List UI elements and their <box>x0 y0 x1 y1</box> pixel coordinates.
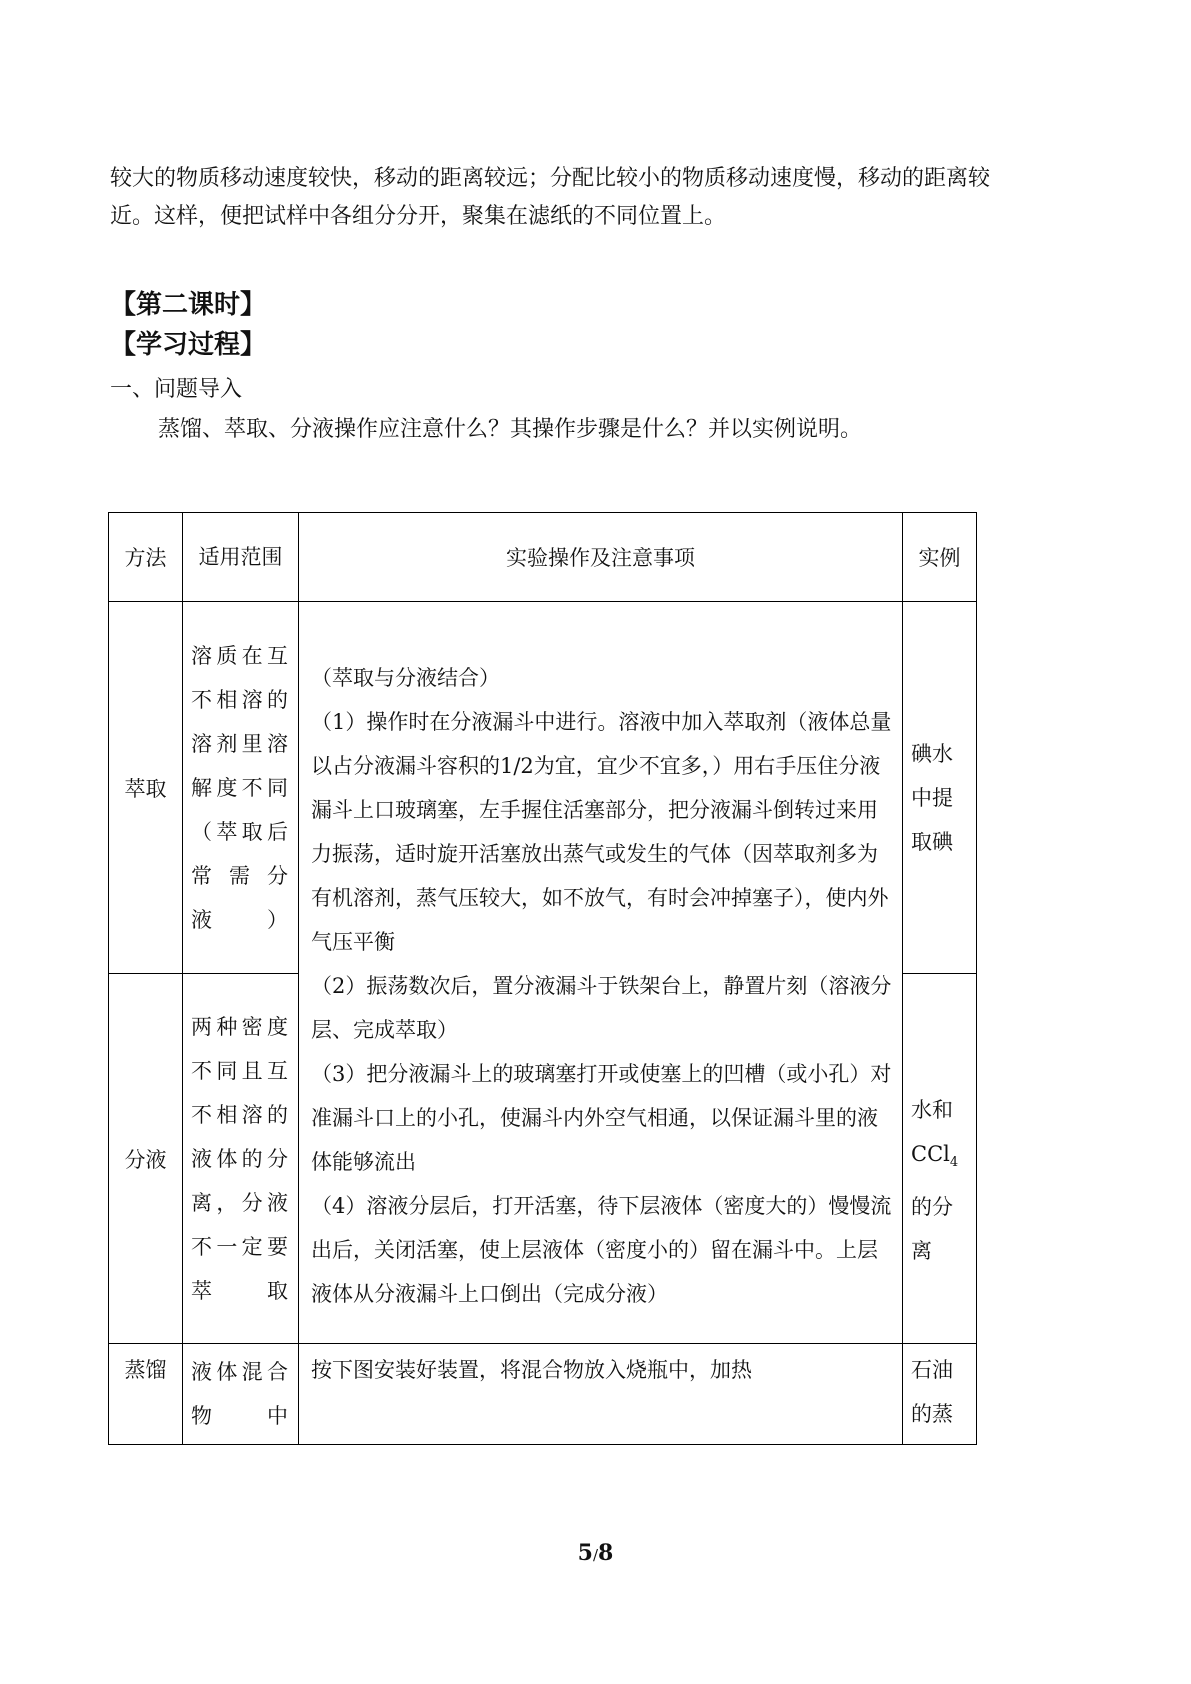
method-distillation: 蒸馏 <box>109 1344 183 1445</box>
header-method: 方法 <box>109 513 183 602</box>
table-header-row <box>109 513 977 602</box>
page-separator: / <box>592 1546 599 1564</box>
process-heading: 【学习过程】 <box>110 330 267 360</box>
section-title: 一、问题导入 <box>110 377 243 402</box>
ops-line-intro: （萃取与分液结合） <box>311 666 500 690</box>
range-extraction: 溶质在互不相溶的溶剂里溶解度不同（萃取后常需分液） <box>183 602 299 974</box>
ops-distillation: 按下图安装好装置，将混合物放入烧瓶中，加热 <box>299 1344 903 1445</box>
intro-line-2: 近。这样，便把试样中各组分分开，聚集在滤纸的不同位置上。 <box>110 204 727 229</box>
example-extraction: 碘水中提取碘 <box>903 602 977 974</box>
header-ops: 实验操作及注意事项 <box>299 513 903 602</box>
example-separation-post: 的分离 <box>911 1195 953 1264</box>
table-row-distillation <box>109 1344 977 1445</box>
ops-line-step4: （4）溶液分层后，打开活塞，待下层液体（密度大的）慢慢流出后，关闭活塞，使上层液体（密度小的）留在漏斗中。上层液体从分液漏斗上口倒出（完成分液） <box>311 1194 892 1306</box>
page-number <box>0 1540 1191 1566</box>
page-total: 8 <box>598 1540 614 1566</box>
page-current: 5 <box>577 1540 593 1566</box>
header-example: 实例 <box>903 513 977 602</box>
intro-line-1: 较大的物质移动速度较快，移动的距离较远；分配比较小的物质移动速度慢，移动的距离较 <box>110 166 991 191</box>
ops-line-step2: （2）振荡数次后，置分液漏斗于铁架台上，静置片刻（溶液分层、完成萃取） <box>311 974 892 1042</box>
section-question: 蒸馏、萃取、分液操作应注意什么？其操作步骤是什么？并以实例说明。 <box>158 417 863 442</box>
ops-line-step3: （3）把分液漏斗上的玻璃塞打开或使塞上的凹槽（或小孔）对准漏斗口上的小孔，使漏斗内外空气相通，以保证漏斗里的液体能够流出 <box>311 1062 892 1174</box>
ops-line-step1: （1）操作时在分液漏斗中进行。溶液中加入萃取剂（液体总量以占分液漏斗容积的1/2为宜，宜少不宜多，）用右手压住分液漏斗上口玻璃塞，左手握住活塞部分，把分液漏斗倒转过来用力振荡，适时旋开活塞放出蒸气或发生的气体（因萃取剂多为有机溶剂，蒸气压较大，如不放气，有时会冲掉塞子），使内外气压平衡 <box>311 710 892 954</box>
shared-ops-cell <box>299 602 903 1344</box>
range-separation: 两种密度不同且互不相溶的液体的分离，分液不一定要萃取 <box>183 974 299 1344</box>
method-extraction: 萃取 <box>109 602 183 974</box>
range-distillation: 液体混合物中 <box>183 1344 299 1445</box>
header-range: 适用范围 <box>183 513 299 602</box>
example-separation <box>903 974 977 1344</box>
lesson-heading: 【第二课时】 <box>110 290 267 320</box>
example-distillation: 石油的蒸 <box>903 1344 977 1445</box>
method-separation: 分液 <box>109 974 183 1344</box>
methods-table <box>108 512 977 1445</box>
intro-paragraph <box>110 160 1090 236</box>
example-separation-pre: 水和CCl <box>911 1098 953 1166</box>
table-row-extraction <box>109 602 977 974</box>
example-separation-sub: 4 <box>949 1155 959 1171</box>
